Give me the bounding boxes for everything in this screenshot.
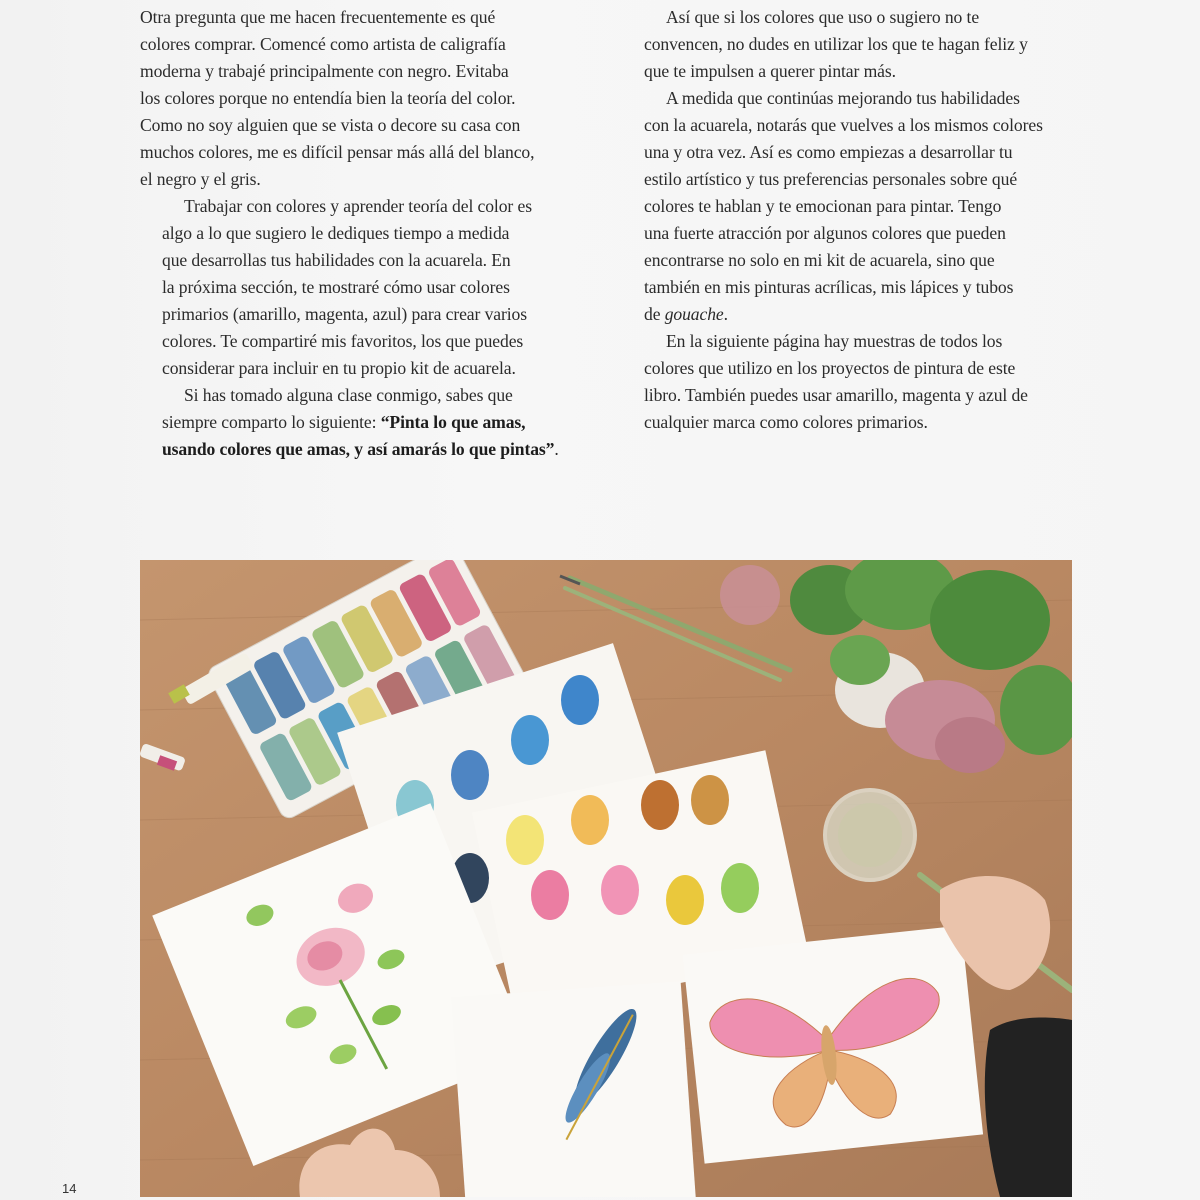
text-line	[622, 301, 1072, 328]
text-line	[140, 436, 592, 463]
color-swatch	[561, 675, 599, 725]
text-line: algo a lo que sugiero le dediques tiempo a medida	[162, 223, 510, 243]
text-line: el negro y el gris.	[140, 169, 261, 189]
text-line: colores te hablan y te emocionan para pintar. Tengo	[644, 196, 1002, 216]
left-text-column	[140, 4, 592, 463]
left-paragraph-2	[140, 193, 592, 382]
right-paragraph-2	[622, 85, 1072, 328]
color-swatch	[601, 865, 639, 915]
color-swatch	[511, 715, 549, 765]
color-swatch	[691, 775, 729, 825]
moth-painting	[683, 926, 983, 1164]
text-line: considerar para incluir en tu propio kit de acuarela.	[162, 358, 516, 378]
left-paragraph-3	[140, 382, 592, 463]
text-line: colores que utilizo en los proyectos de pintura de este	[644, 358, 1016, 378]
left-paragraph-1	[140, 4, 592, 193]
quote-bold: “Pinta lo que amas,	[380, 412, 526, 432]
text-line	[140, 409, 592, 436]
text-fragment: siempre comparto lo siguiente:	[162, 412, 381, 432]
text-line: moderna y trabajé principalmente con negro. Evitaba	[140, 61, 509, 81]
color-swatch	[451, 750, 489, 800]
right-paragraph-1	[622, 4, 1072, 85]
text-line: encontrarse no solo en mi kit de acuarela, sino que	[644, 250, 995, 270]
watercolor-photo	[140, 560, 1072, 1197]
text-line: colores. Te compartiré mis favoritos, los que puedes	[162, 331, 524, 351]
text-line: Trabajar con colores y aprender teoría del color es	[184, 196, 532, 216]
text-line: la próxima sección, te mostraré cómo usar colores	[162, 277, 510, 297]
text-line: En la siguiente página hay muestras de todos los	[666, 331, 1003, 351]
text-line: Así que si los colores que uso o sugiero no te	[666, 7, 980, 27]
text-line: convencen, no dudes en utilizar los que te hagan feliz y	[644, 34, 1028, 54]
text-line: también en mis pinturas acrílicas, mis lápices y tubos	[644, 277, 1014, 297]
text-line: una fuerte atracción por algunos colores que pueden	[644, 223, 1006, 243]
text-line: Si has tomado alguna clase conmigo, sabes que	[184, 385, 513, 405]
text-line: con la acuarela, notarás que vuelves a los mismos colores	[644, 115, 1043, 135]
color-swatch	[531, 870, 569, 920]
text-line: que desarrollas tus habilidades con la acuarela. En	[162, 250, 511, 270]
water-glass	[825, 790, 915, 880]
color-swatch	[641, 780, 679, 830]
italic-term: gouache	[664, 304, 724, 324]
color-swatch	[506, 815, 544, 865]
text-line: Como no soy alguien que se vista o decore su casa con	[140, 115, 521, 135]
text-line: colores comprar. Comencé como artista de caligrafía	[140, 34, 506, 54]
text-fragment: .	[554, 439, 559, 459]
text-fragment: de	[644, 304, 665, 324]
quote-bold: usando colores que amas, y así amarás lo que pintas”	[162, 439, 555, 459]
text-line: que te impulsen a querer pintar más.	[644, 61, 896, 81]
right-text-column	[622, 4, 1072, 436]
color-swatch	[571, 795, 609, 845]
text-fragment: .	[723, 304, 728, 324]
feather-painting	[451, 981, 696, 1197]
text-line: una y otra vez. Así es como empiezas a desarrollar tu	[644, 142, 1013, 162]
color-swatch	[721, 863, 759, 913]
text-line: los colores porque no entendía bien la teoría del color.	[140, 88, 516, 108]
text-line: primarios (amarillo, magenta, azul) para crear varios	[162, 304, 527, 324]
text-line: libro. También puedes usar amarillo, magenta y azul de	[644, 385, 1028, 405]
color-swatch	[666, 875, 704, 925]
watercolor-photo-illustration	[140, 560, 1072, 1197]
text-line: cualquier marca como colores primarios.	[644, 412, 928, 432]
text-line: estilo artístico y tus preferencias personales sobre qué	[644, 169, 1018, 189]
page-number: 14	[62, 1181, 77, 1196]
text-line: Otra pregunta que me hacen frecuentemente es qué	[140, 7, 496, 27]
text-line: A medida que continúas mejorando tus habilidades	[666, 88, 1020, 108]
right-paragraph-3	[622, 328, 1072, 436]
text-line: muchos colores, me es difícil pensar más allá del blanco,	[140, 142, 535, 162]
